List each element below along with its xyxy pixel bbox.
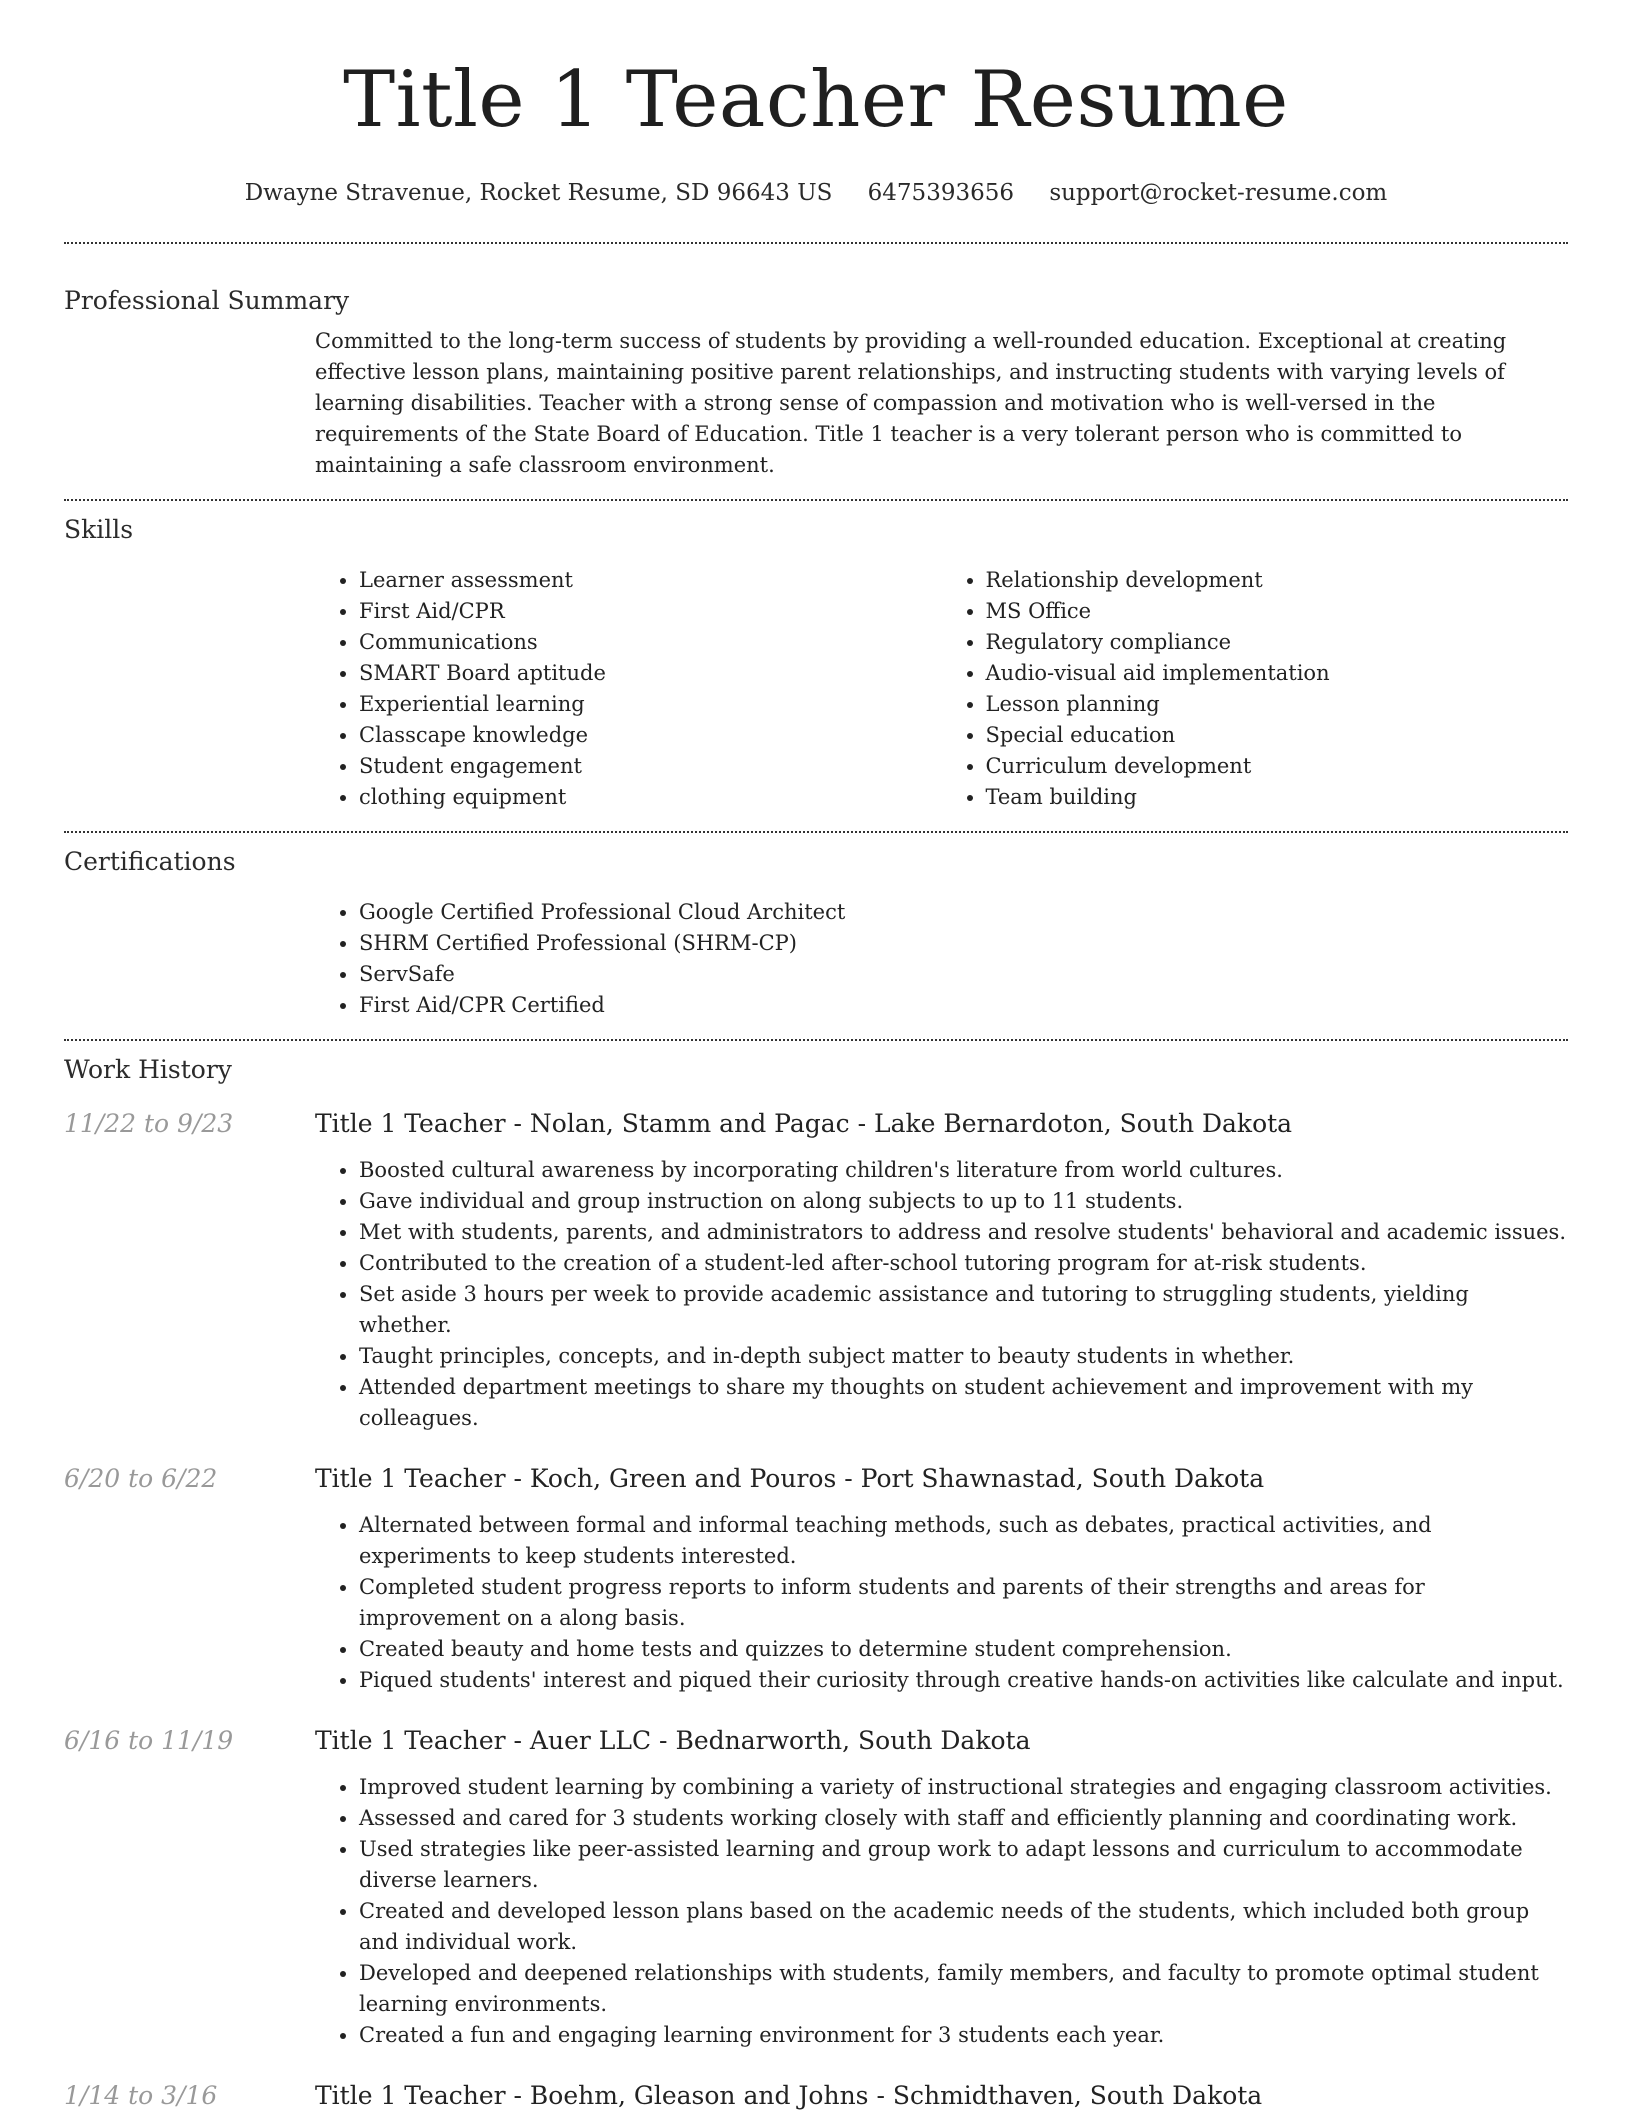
skills-list-left [315, 565, 942, 813]
skill-item: • Relationship development [986, 565, 1569, 596]
job-details [315, 2079, 1568, 2113]
divider [64, 242, 1568, 244]
skills-grid [315, 565, 1568, 813]
skill-item: • SMART Board aptitude [359, 658, 942, 689]
job-bullets [315, 1155, 1568, 1434]
job-entry [64, 1462, 1568, 1696]
work-history-heading: Work History [64, 1055, 232, 1084]
job-title: Title 1 Teacher - Nolan, Stamm and Pagac - Lake Bernardoton, South Dakota [315, 1109, 1293, 1138]
job-bullet: • Alternated between formal and informal teaching methods, such as debates, practical activities, and experiments to keep students interested. [359, 1510, 1568, 1572]
divider [64, 831, 1568, 833]
job-bullet: • Used strategies like peer-assisted learning and group work to adapt lessons and curriculum to accommodate diverse learners. [359, 1834, 1568, 1896]
job-entry [64, 1724, 1568, 2051]
job-bullet: • Piqued students' interest and piqued their curiosity through creative hands-on activities like calculate and input. [359, 1665, 1568, 1696]
job-bullets [315, 1510, 1568, 1696]
resume-title: Title 1 Teacher Resume [343, 55, 1289, 145]
contact-phone: 6475393656 [867, 180, 1014, 206]
job-entry [64, 1107, 1568, 1434]
divider [64, 499, 1568, 501]
skill-item: • Learner assessment [359, 565, 942, 596]
job-bullet: • Taught principles, concepts, and in-depth subject matter to beauty students in whether. [359, 1341, 1568, 1372]
summary-heading: Professional Summary [64, 286, 350, 315]
job-dates: 1/14 to 3/16 [64, 2081, 218, 2110]
contact-address: Dwayne Stravenue, Rocket Resume, SD 96643 US [244, 180, 833, 206]
job-bullet: • Boosted cultural awareness by incorporating children's literature from world cultures. [359, 1155, 1568, 1186]
job-details [315, 1462, 1568, 1696]
skill-item: • Classcape knowledge [359, 720, 942, 751]
skill-item: • Team building [986, 782, 1569, 813]
job-bullet: • Developed and deepened relationships with students, family members, and faculty to promote optimal student learning environments. [359, 1958, 1568, 2020]
skill-item: • Lesson planning [986, 689, 1569, 720]
certification-item: • Google Certified Professional Cloud Architect [359, 897, 1568, 928]
certifications-section [64, 845, 1568, 1021]
skill-item: • MS Office [986, 596, 1569, 627]
summary-text: Committed to the long-term success of students by providing a well-rounded education. Exceptional at creating effective lesson plans, maintaining positive parent relationships, and instructing students with varying levels of learning disabilities. Teacher with a strong sense of compassion and motivation who is well-versed in the requirements of the State Board of Education. Title 1 teacher is a very tolerant person who is committed to maintaining a safe classroom environment. [315, 329, 1507, 477]
job-title: Title 1 Teacher - Koch, Green and Pouros - Port Shawnastad, South Dakota [315, 1464, 1265, 1493]
skill-item: • clothing equipment [359, 782, 942, 813]
skills-list-right [942, 565, 1569, 813]
skill-item: • Student engagement [359, 751, 942, 782]
job-bullet: • Assessed and cared for 3 students working closely with staff and efficiently planning and coordinating work. [359, 1803, 1568, 1834]
skill-item: • Audio-visual aid implementation [986, 658, 1569, 689]
skill-item: • Communications [359, 627, 942, 658]
certification-item: • SHRM Certified Professional (SHRM-CP) [359, 928, 1568, 959]
skill-item: • First Aid/CPR [359, 596, 942, 627]
job-bullet: • Attended department meetings to share my thoughts on student achievement and improvement with my colleagues. [359, 1372, 1568, 1434]
skill-item: • Experiential learning [359, 689, 942, 720]
job-bullet: • Set aside 3 hours per week to provide academic assistance and tutoring to struggling students, yielding whether. [359, 1279, 1568, 1341]
job-details [315, 1724, 1568, 2051]
job-bullet: • Created and developed lesson plans based on the academic needs of the students, which included both group and individual work. [359, 1896, 1568, 1958]
job-bullet: • Met with students, parents, and administrators to address and resolve students' behavioral and academic issues. [359, 1217, 1568, 1248]
job-bullet: • Gave individual and group instruction on along subjects to up to 11 students. [359, 1186, 1568, 1217]
job-title: Title 1 Teacher - Auer LLC - Bednarworth, South Dakota [315, 1726, 1031, 1755]
contact-line [64, 178, 1568, 208]
job-entry [64, 2079, 1568, 2113]
certification-item: • ServSafe [359, 959, 1568, 990]
jobs-container [64, 1107, 1568, 2113]
job-details [315, 1107, 1568, 1434]
job-bullet: • Created beauty and home tests and quizzes to determine student comprehension. [359, 1634, 1568, 1665]
skill-item: • Curriculum development [986, 751, 1569, 782]
job-bullet: • Contributed to the creation of a student-led after-school tutoring program for at-risk students. [359, 1248, 1568, 1279]
certifications-list [315, 897, 1568, 1021]
job-dates: 11/22 to 9/23 [64, 1109, 234, 1138]
job-bullets [315, 1772, 1568, 2051]
job-title: Title 1 Teacher - Boehm, Gleason and Johns - Schmidthaven, South Dakota [315, 2081, 1263, 2110]
work-history-section [64, 1053, 1568, 2113]
skills-section [64, 513, 1568, 813]
certifications-body [315, 897, 1568, 1021]
certification-item: • First Aid/CPR Certified [359, 990, 1568, 1021]
certifications-heading: Certifications [64, 847, 236, 876]
contact-email: support@rocket-resume.com [1049, 180, 1388, 206]
job-bullet: • Completed student progress reports to inform students and parents of their strengths and areas for improvement on a along basis. [359, 1572, 1568, 1634]
job-dates: 6/20 to 6/22 [64, 1464, 218, 1493]
job-dates: 6/16 to 11/19 [64, 1726, 234, 1755]
job-bullet: • Created a fun and engaging learning environment for 3 students each year. [359, 2020, 1568, 2051]
job-bullet: • Improved student learning by combining a variety of instructional strategies and engaging classroom activities. [359, 1772, 1568, 1803]
skills-heading: Skills [64, 515, 134, 544]
skill-item: • Special education [986, 720, 1569, 751]
summary-section [64, 284, 1568, 481]
skill-item: • Regulatory compliance [986, 627, 1569, 658]
divider [64, 1039, 1568, 1041]
